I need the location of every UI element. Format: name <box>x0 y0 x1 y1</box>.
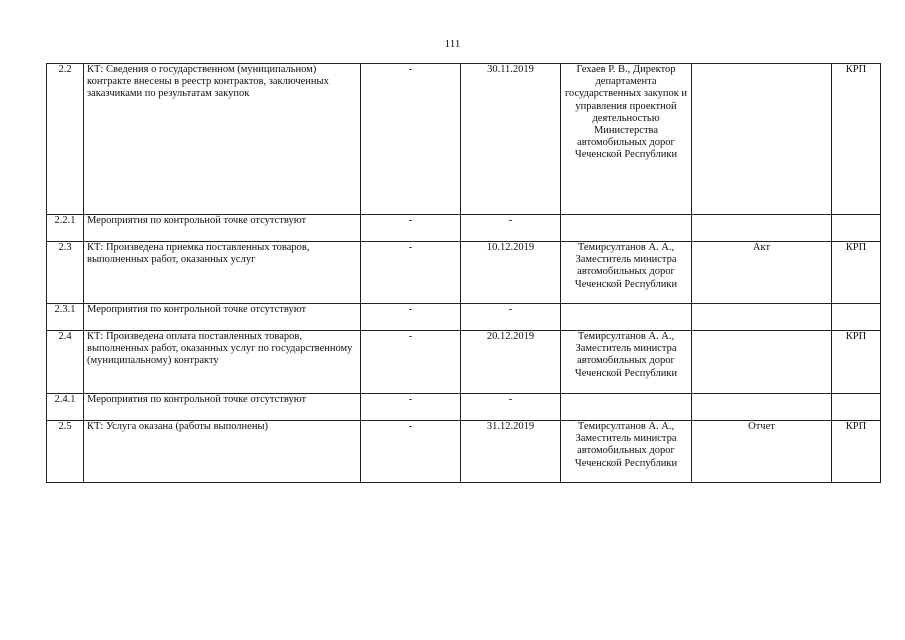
row-due-date: - <box>461 394 561 421</box>
row-control-level <box>832 304 881 331</box>
row-name: КТ: Услуга оказана (работы выполнены) <box>84 421 361 483</box>
row-number: 2.2 <box>47 64 84 215</box>
table-row <box>47 331 881 394</box>
table-row <box>47 242 881 304</box>
row-previous-value: - <box>361 242 461 304</box>
table-row <box>47 304 881 331</box>
row-number: 2.2.1 <box>47 215 84 242</box>
control-points-table <box>46 63 881 483</box>
row-previous-value: - <box>361 304 461 331</box>
row-name: КТ: Произведена приемка поставленных товаров, выполненных работ, оказанных услуг <box>84 242 361 304</box>
row-due-date: 10.12.2019 <box>461 242 561 304</box>
row-document <box>692 64 832 215</box>
row-responsible <box>561 394 692 421</box>
row-document: Акт <box>692 242 832 304</box>
row-document: Отчет <box>692 421 832 483</box>
row-due-date: - <box>461 215 561 242</box>
row-control-level: КРП <box>832 421 881 483</box>
row-previous-value: - <box>361 421 461 483</box>
row-name: КТ: Сведения о государственном (муниципальном) контракте внесены в реестр контрактов, заключенных заказчиками по результатам закупок <box>84 64 361 215</box>
row-document <box>692 304 832 331</box>
row-control-level <box>832 394 881 421</box>
row-responsible: Темирсултанов А. А., Заместитель министра автомобильных дорог Чеченской Республики <box>561 421 692 483</box>
row-control-level: КРП <box>832 242 881 304</box>
row-number: 2.3 <box>47 242 84 304</box>
table-row <box>47 64 881 215</box>
row-document <box>692 331 832 394</box>
table-row <box>47 215 881 242</box>
row-previous-value: - <box>361 394 461 421</box>
row-control-level <box>832 215 881 242</box>
row-previous-value: - <box>361 331 461 394</box>
row-previous-value: - <box>361 215 461 242</box>
table-row <box>47 394 881 421</box>
row-name: КТ: Произведена оплата поставленных товаров, выполненных работ, оказанных услуг по государственному (муниципальному) контракту <box>84 331 361 394</box>
row-number: 2.5 <box>47 421 84 483</box>
row-control-level: КРП <box>832 64 881 215</box>
row-name: Мероприятия по контрольной точке отсутствуют <box>84 304 361 331</box>
row-number: 2.4.1 <box>47 394 84 421</box>
row-previous-value: - <box>361 64 461 215</box>
row-responsible: Гехаев Р. В., Директор департамента государственных закупок и управления проектной деятельностью Министерства автомобильных дорог Чеченской Республики <box>561 64 692 215</box>
row-due-date: 20.12.2019 <box>461 331 561 394</box>
row-responsible: Темирсултанов А. А., Заместитель министра автомобильных дорог Чеченской Республики <box>561 331 692 394</box>
row-due-date: 31.12.2019 <box>461 421 561 483</box>
row-number: 2.3.1 <box>47 304 84 331</box>
row-name: Мероприятия по контрольной точке отсутствуют <box>84 394 361 421</box>
row-responsible <box>561 304 692 331</box>
page-number: 111 <box>444 38 461 50</box>
row-document <box>692 215 832 242</box>
row-responsible: Темирсултанов А. А., Заместитель министра автомобильных дорог Чеченской Республики <box>561 242 692 304</box>
row-responsible <box>561 215 692 242</box>
row-due-date: 30.11.2019 <box>461 64 561 215</box>
table-row <box>47 421 881 483</box>
row-number: 2.4 <box>47 331 84 394</box>
row-control-level: КРП <box>832 331 881 394</box>
row-name: Мероприятия по контрольной точке отсутствуют <box>84 215 361 242</box>
row-document <box>692 394 832 421</box>
row-due-date: - <box>461 304 561 331</box>
